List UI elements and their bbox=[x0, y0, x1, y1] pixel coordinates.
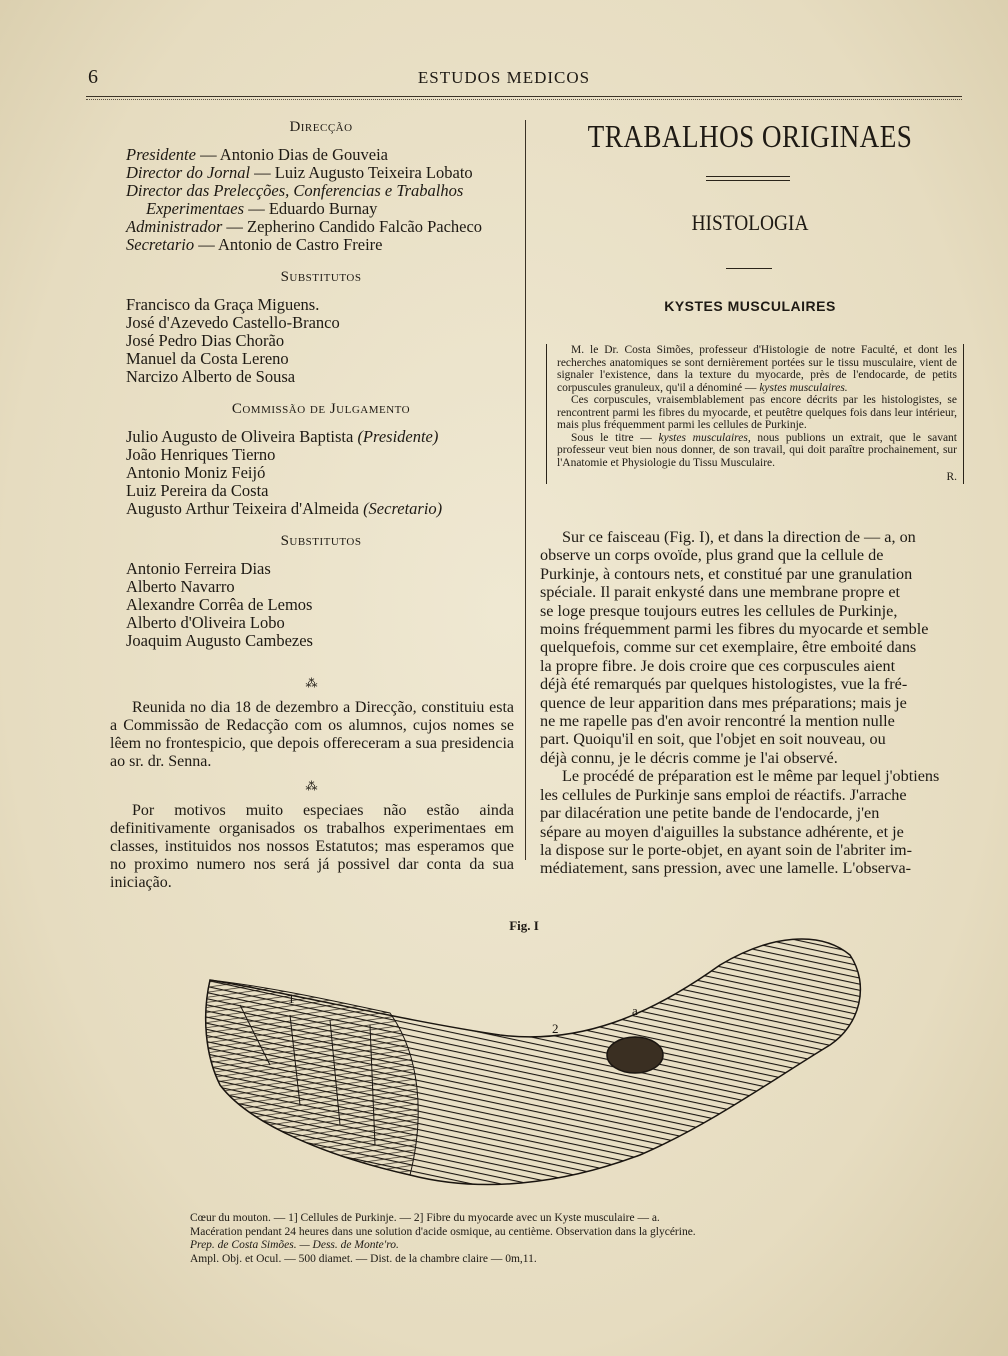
person-name: Eduardo Burnay bbox=[268, 199, 378, 218]
note-text: Sous le titre — bbox=[571, 431, 659, 444]
list-item: Alexandre Corrêa de Lemos bbox=[126, 595, 313, 614]
body-line: Le procédé de préparation est le même par lequel j'obtiens bbox=[562, 767, 940, 786]
body-line: déjà connu, je le décris comme je l'ai observé. bbox=[540, 748, 838, 767]
role-label: Director do Jornal bbox=[126, 163, 251, 182]
substitutos-list bbox=[126, 296, 516, 386]
section-separator: ⁂ bbox=[305, 676, 319, 690]
column-rule bbox=[525, 120, 526, 860]
title-rule bbox=[706, 176, 790, 177]
muscle-fiber-illustration bbox=[180, 925, 880, 1215]
person-name: Augusto Arthur Teixeira d'Almeida bbox=[126, 499, 364, 518]
person-name: Julio Augusto de Oliveira Baptista bbox=[126, 427, 358, 446]
separator: — bbox=[195, 145, 220, 164]
body-line: quelquefois, comme sur cet exemplaire, être emboité dans bbox=[540, 638, 917, 657]
article-body bbox=[540, 528, 958, 878]
list-item: Alberto d'Oliveira Lobo bbox=[126, 613, 285, 632]
marker-2: 2 bbox=[552, 1021, 559, 1036]
role-label: Experimentaes bbox=[146, 199, 245, 218]
note-paragraph: Ces corpuscules, vraisemblablement pas encore décrits par les histologistes, se rencontrent parmi les fibres du myocarde, et peutêtre quelques fois dans leur intérieur, mais plus fréquemment parmi les cellules de Purkinje. bbox=[557, 394, 957, 431]
list-item: Antonio Ferreira Dias bbox=[126, 559, 271, 578]
subsection-title: HISTOLOGIA bbox=[691, 210, 809, 235]
person-name: Antonio Dias de Gouveia bbox=[219, 145, 388, 164]
body-line: les cellules de Purkinje sans emploi de réactifs. J'arrache bbox=[540, 785, 907, 804]
note-text: nous publions un extrait, que le savant professeur veut bien nous donner, de son travail, qui doit paraître prochainement, sur l'Anatomie et Physiologie du Tissu Musculaire. bbox=[557, 431, 957, 469]
person-name: Luiz Pereira da Costa bbox=[126, 481, 269, 500]
commissao-list bbox=[126, 428, 516, 518]
direccao-row bbox=[126, 236, 516, 254]
body-line: part. Quoiqu'il en soit, que l'objet en soit nouveau, ou bbox=[540, 730, 886, 749]
separator: — bbox=[194, 235, 218, 254]
body-line: déjà été remarqués par quelques histologistes, vue la fré- bbox=[540, 675, 908, 694]
body-line: se loge presque toujours eutres les cellules de Purkinje, bbox=[540, 601, 898, 620]
body-line: moins fréquemment parmi les fibres du myocarde et semble bbox=[540, 620, 929, 639]
marker-a: a bbox=[632, 1003, 638, 1018]
list-item: José Pedro Dias Chorão bbox=[126, 331, 285, 350]
paragraph: Reunida no dia 18 de dezembro a Direcção, constituiu esta a Commissão de Redacção com os alumnos, cujos nomes se lêem no frontespicio, que depois offereceram a sua presidencia ao sr. dr. Senna. bbox=[110, 699, 514, 770]
body-line: la dispose sur le porte-objet, en ayant soin de l'abriter im- bbox=[540, 840, 912, 859]
list-item bbox=[126, 428, 516, 446]
body-line: quence de leur apparition dans mes préparations; mais je bbox=[540, 693, 907, 712]
role-label: Presidente bbox=[126, 145, 196, 164]
list-item: Alberto Navarro bbox=[126, 577, 235, 596]
title-rule bbox=[706, 180, 790, 181]
header-rule bbox=[86, 96, 962, 97]
note-signature: R. bbox=[946, 471, 957, 483]
figure-label: Fig. I bbox=[509, 918, 539, 933]
marker-1: 1 bbox=[288, 991, 295, 1006]
list-item bbox=[126, 500, 516, 518]
left-column bbox=[126, 118, 516, 650]
running-title: ESTUDOS MEDICOS bbox=[417, 68, 591, 87]
header-rule-dotted bbox=[86, 99, 962, 100]
list-item bbox=[126, 482, 516, 500]
paragraph: Por motivos muito especiaes não estão ainda definitivamente organisados os trabalhos experimentaes em classes, instituidos nos nossos Estatutos; mas esperamos que no proximo numero nos será já possivel dar conta da sua iniciação. bbox=[110, 802, 514, 891]
substitutos-list bbox=[126, 560, 516, 650]
role-label: Secretario bbox=[126, 235, 195, 254]
person-name: Luiz Augusto Teixeira Lobato bbox=[274, 163, 473, 182]
role-label: (Presidente) bbox=[357, 427, 439, 446]
body-line: spéciale. Il parait enkysté dans une membrane propre et bbox=[540, 583, 901, 602]
separator: — bbox=[222, 217, 248, 236]
person-name: João Henriques Tierno bbox=[126, 445, 276, 464]
section-title: TRABALHOS ORIGINAES bbox=[587, 118, 913, 154]
person-name: Zepherino Candido Falcão Pacheco bbox=[247, 217, 483, 236]
kyste-musculaire bbox=[607, 1037, 663, 1073]
section-separator: ⁂ bbox=[305, 779, 319, 793]
separator: — bbox=[250, 163, 275, 182]
caption-line: Prep. de Costa Simões. — Dess. de Monte'ro. bbox=[190, 1239, 399, 1251]
list-item bbox=[126, 464, 516, 482]
substitutos-heading: Substitutos bbox=[280, 533, 362, 549]
caption-line: Ampl. Obj. et Ocul. — 500 diamet. — Dist. de la chambre claire — 0m,11. bbox=[190, 1252, 537, 1265]
article-title: KYSTES MUSCULAIRES bbox=[664, 298, 836, 314]
figure-caption bbox=[190, 1212, 830, 1266]
person-name: Antonio de Castro Freire bbox=[217, 235, 383, 254]
direccao-heading: Direcção bbox=[289, 119, 353, 135]
list-item: Francisco da Graça Miguens. bbox=[126, 295, 320, 314]
list-item bbox=[126, 446, 516, 464]
note-term: kystes musculaires. bbox=[759, 381, 848, 394]
note-text: M. le Dr. Costa Simões, professeur d'Histologie de notre Faculté, et dont les recherches anatomiques se sont dernièrement portées sur le tissu musculaire, vient de signaler l'existence, dans la texture du myocarde, près de l'endocarde, de petits corpuscules granuleux, qu'il a dénominé — bbox=[557, 344, 957, 394]
list-item: Narcizo Alberto de Sousa bbox=[126, 367, 296, 386]
page-number: 6 bbox=[88, 66, 98, 88]
left-paragraphs bbox=[110, 668, 514, 892]
note-term: kystes musculaires, bbox=[658, 431, 751, 444]
direccao-row bbox=[126, 200, 516, 218]
direccao-row bbox=[126, 218, 516, 236]
note-paragraph bbox=[557, 344, 957, 394]
direccao-list bbox=[126, 146, 516, 254]
list-item: Joaquim Augusto Cambezes bbox=[126, 631, 313, 650]
note-paragraph bbox=[557, 432, 957, 470]
body-line: Sur ce faisceau (Fig. I), et dans la direction de — a, on bbox=[562, 528, 916, 546]
direccao-row bbox=[126, 146, 516, 164]
substitutos-heading: Substitutos bbox=[280, 269, 362, 285]
body-line: médiatement, sans pression, avec une lamelle. L'observa- bbox=[540, 859, 912, 878]
person-name: Antonio Moniz Feijó bbox=[126, 463, 266, 482]
editor-note bbox=[546, 344, 964, 484]
role-label: Director das Prelecções, Conferencias e Trabalhos bbox=[126, 181, 464, 200]
body-line: Purkinje, à contours nets, et constitué par une granulation bbox=[540, 564, 913, 583]
body-line: ne me rapelle pas d'en avoir rencontré la mention nulle bbox=[540, 712, 895, 731]
direccao-row bbox=[126, 182, 516, 200]
caption-line: Cœur du mouton. — 1] Cellules de Purkinje. — 2] Fibre du myocarde avec un Kyste musculaire — a. bbox=[190, 1212, 660, 1224]
caption-line: Macération pendant 24 heures dans une solution d'acide osmique, au centième. Observation dans la glycérine. bbox=[190, 1225, 696, 1238]
body-line: la propre fibre. Je dois croire que ces corpuscules aient bbox=[540, 656, 896, 675]
list-item: José d'Azevedo Castello-Branco bbox=[126, 313, 340, 332]
role-label: (Secretario) bbox=[363, 499, 443, 518]
direccao-row bbox=[126, 164, 516, 182]
subsection-rule bbox=[726, 268, 772, 269]
body-line: par dilacération une petite bande de l'endocarde, j'en bbox=[540, 804, 880, 823]
list-item: Manuel da Costa Lereno bbox=[126, 349, 289, 368]
body-line: sépare au moyen d'aiguilles la substance adhérente, et je bbox=[540, 822, 904, 841]
role-label: Administrador bbox=[126, 217, 223, 236]
separator: — bbox=[244, 199, 269, 218]
commissao-heading: Commissão de Julgamento bbox=[231, 401, 411, 417]
body-line: observe un corps ovoïde, plus grand que la cellule de bbox=[540, 546, 884, 565]
